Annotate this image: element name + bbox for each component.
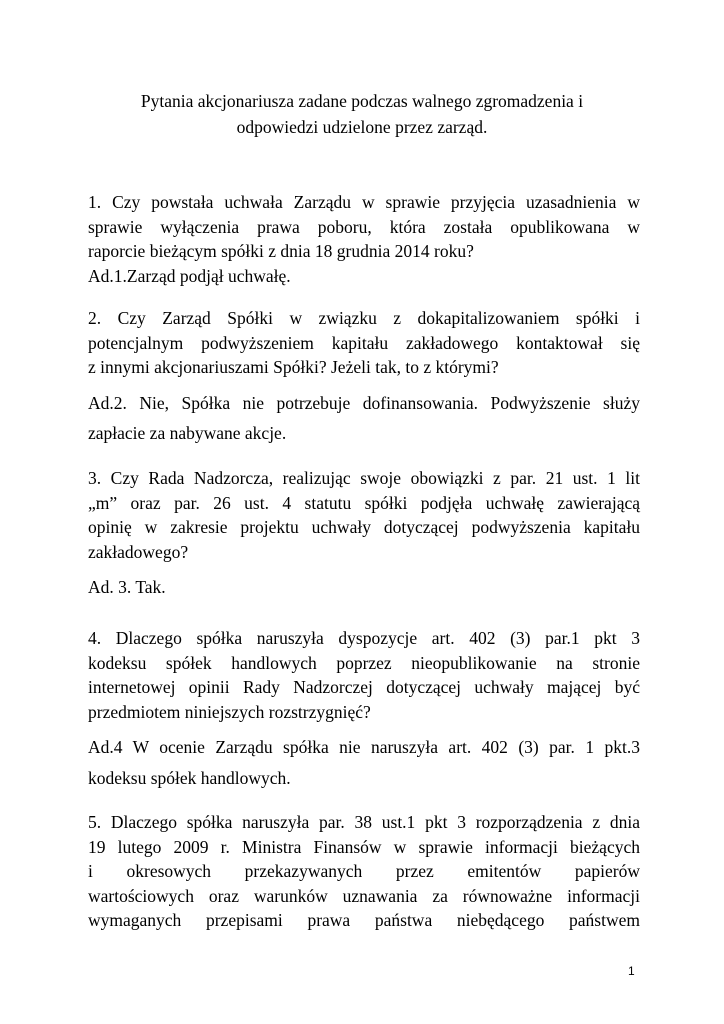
question-2-line: potencjalnym podwyższeniem kapitału zakładowego kontaktował się — [88, 332, 640, 353]
answer-2-line: Ad.2. Nie, Spółka nie potrzebuje dofinansowania. Podwyższenie służy — [88, 393, 640, 413]
answer-3 — [88, 575, 640, 600]
question-4-line: kodeksu spółek handlowych poprzez nieopublikowanie na stronie — [88, 652, 640, 673]
answer-2-line: zapłacie za nabywane akcje. — [88, 423, 287, 443]
answer-4 — [88, 732, 640, 794]
question-2-line: z innymi akcjonariuszami Spółki? Jeżeli tak, to z którymi? — [88, 357, 499, 377]
question-3 — [88, 466, 640, 564]
question-5-line: i okresowych przekazywanych przez emitentów papierów — [88, 861, 640, 881]
question-3-line: zakładowego? — [88, 541, 189, 562]
question-5-line: 5. Dlaczego spółka naruszyła par. 38 ust.1 pkt 3 rozporządzenia z dnia — [88, 812, 640, 832]
question-2-line: 2. Czy Zarząd Spółki w związku z dokapitalizowaniem spółki i — [88, 308, 640, 328]
title-line-2: odpowiedzi udzielone przez zarząd. — [236, 117, 488, 137]
question-1 — [88, 190, 640, 288]
question-4 — [88, 626, 640, 724]
question-5 — [88, 810, 640, 933]
question-5-line: wymaganych przepisami prawa państwa niebędącego państwem — [88, 910, 640, 930]
question-3-line: 3. Czy Rada Nadzorcza, realizując swoje obowiązki z par. 21 ust. 1 lit — [88, 468, 640, 488]
question-4-line: internetowej opinii Rady Nadzorczej dotyczącej uchwały mającej być — [88, 677, 640, 697]
question-4-line: przedmiotem niniejszych rozstrzygnięć? — [88, 701, 371, 722]
answer-4-line: kodeksu spółek handlowych. — [88, 768, 291, 788]
question-2 — [88, 306, 640, 380]
page-number: 1 — [628, 964, 635, 978]
question-4-line: 4. Dlaczego spółka naruszyła dyspozycje art. 402 (3) par.1 pkt 3 — [88, 628, 640, 648]
question-1-line: 1. Czy powstała uchwała Zarządu w sprawie przyjęcia uzasadnienia w — [88, 192, 640, 212]
question-3-line: opinię w zakresie projektu uchwały dotyczącej podwyższenia kapitału — [88, 517, 640, 537]
question-5-line: 19 lutego 2009 r. Ministra Finansów w sprawie informacji bieżących — [88, 836, 640, 857]
question-1-line: sprawie wyłączenia prawa poboru, która została opublikowana w — [88, 216, 640, 237]
answer-3-text: Ad. 3. Tak. — [88, 577, 166, 597]
answer-1: Ad.1.Zarząd podjął uchwałę. — [88, 265, 291, 286]
question-3-line: „m” oraz par. 26 ust. 4 statutu spółki podjęła uchwałę zawierającą — [88, 492, 640, 513]
answer-4-line: Ad.4 W ocenie Zarządu spółka nie naruszyła art. 402 (3) par. 1 pkt.3 — [88, 737, 640, 757]
question-1-line: raporcie bieżącym spółki z dnia 18 grudnia 2014 roku? — [88, 241, 474, 261]
question-5-line: wartościowych oraz warunków uznawania za równoważne informacji — [88, 885, 640, 906]
document-title — [88, 88, 636, 140]
answer-2 — [88, 388, 640, 448]
title-line-1: Pytania akcjonariusza zadane podczas walnego zgromadzenia i — [140, 91, 584, 111]
